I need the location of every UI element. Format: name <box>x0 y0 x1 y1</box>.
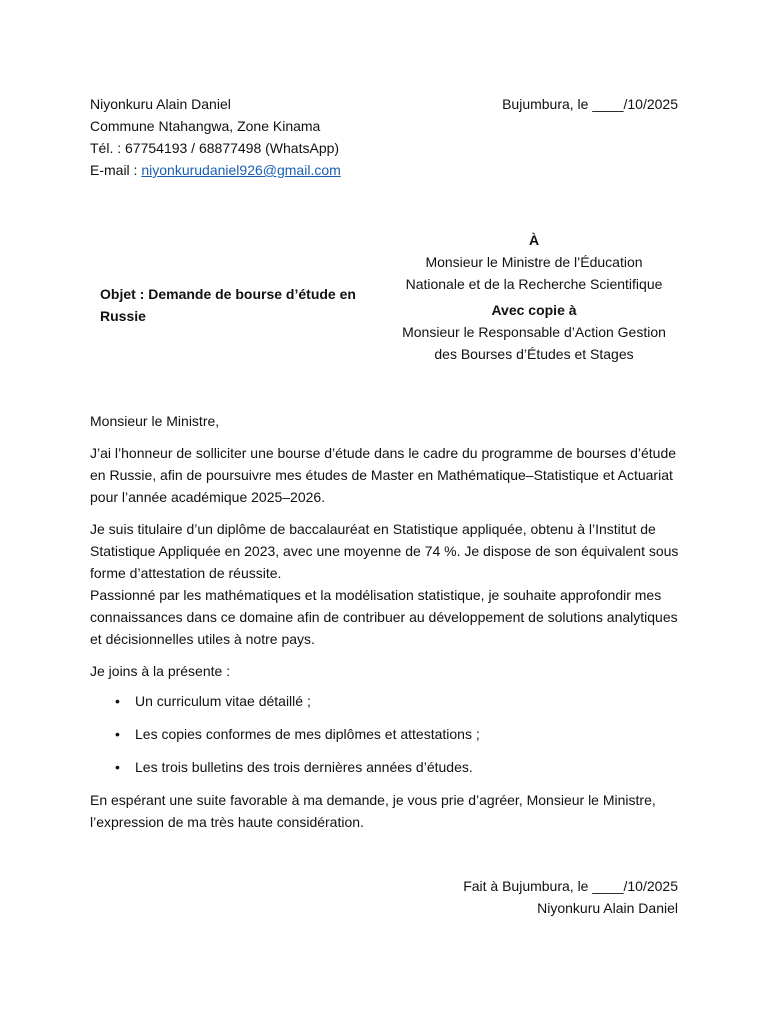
sender-phone: Tél. : 67754193 / 68877498 (WhatsApp) <box>90 140 340 156</box>
recipient-to-label: À <box>528 232 540 248</box>
attachments-intro: Je joins à la présente : <box>90 663 231 679</box>
body-paragraph-1: J’ai l’honneur de solliciter une bourse d’étude dans le cadre du programme de bourses d’étude en Russie, afin de poursuivre mes études de Master en Mathématique–Statistique et Actuariat pour l’année académique 2025–2026. <box>90 445 677 505</box>
list-item <box>90 723 690 745</box>
attachments-list <box>90 690 690 778</box>
attachment-text: Un curriculum vitae détaillé ; <box>135 693 311 709</box>
recipient-cc-label: Avec copie à <box>491 302 577 318</box>
sender-address: Commune Ntahangwa, Zone Kinama <box>90 118 321 134</box>
subject-line1: Objet : Demande de bourse d’étude en <box>100 286 356 302</box>
sender-name: Niyonkuru Alain Daniel <box>90 96 231 112</box>
signature-block <box>463 875 678 919</box>
list-item <box>90 756 690 778</box>
closing-paragraph: En espérant une suite favorable à ma demande, je vous prie d’agréer, Monsieur le Ministre, l’expression de ma très haute considération. <box>90 792 656 830</box>
letter-body <box>90 410 690 843</box>
recipient-block <box>398 229 670 365</box>
letter-date: Bujumbura, le ____/10/2025 <box>502 96 678 112</box>
body-paragraph-3: Passionné par les mathématiques et la modélisation statistique, je souhaite approfondir mes connaissances dans ce domaine afin de contribuer au développement de solutions analytiques et décisionnelles utiles à notre pays. <box>90 587 678 647</box>
salutation: Monsieur le Ministre, <box>90 413 220 429</box>
list-item <box>90 690 690 712</box>
signature-name: Niyonkuru Alain Daniel <box>537 900 678 916</box>
recipient-to-line1: Monsieur le Ministre de l’Éducation <box>425 254 643 270</box>
sender-email-link[interactable]: niyonkurudaniel926@gmail.com <box>141 162 341 178</box>
recipient-to-line2: Nationale et de la Recherche Scientifique <box>405 276 663 292</box>
sender-email-label: E-mail : <box>90 162 142 178</box>
recipient-cc-line2: des Bourses d’Études et Stages <box>434 346 634 362</box>
attachment-text: Les copies conformes de mes diplômes et attestations ; <box>135 726 480 742</box>
signature-place-date: Fait à Bujumbura, le ____/10/2025 <box>463 878 678 894</box>
bullet-icon: • <box>115 759 120 775</box>
subject-block <box>100 283 360 327</box>
recipient-cc-line1: Monsieur le Responsable d’Action Gestion <box>402 324 666 340</box>
bullet-icon: • <box>115 726 120 742</box>
sender-block <box>90 93 341 181</box>
subject-line2: Russie <box>100 308 146 324</box>
attachment-text: Les trois bulletins des trois dernières années d’études. <box>135 759 473 775</box>
sender-email-line <box>90 159 341 181</box>
bullet-icon: • <box>115 693 120 709</box>
body-paragraph-2: Je suis titulaire d’un diplôme de baccalauréat en Statistique appliquée, obtenu à l’Institut de Statistique Appliquée en 2023, avec une moyenne de 74 %. Je dispose de son équivalent sous forme d’attestation de réussite. <box>90 521 679 581</box>
